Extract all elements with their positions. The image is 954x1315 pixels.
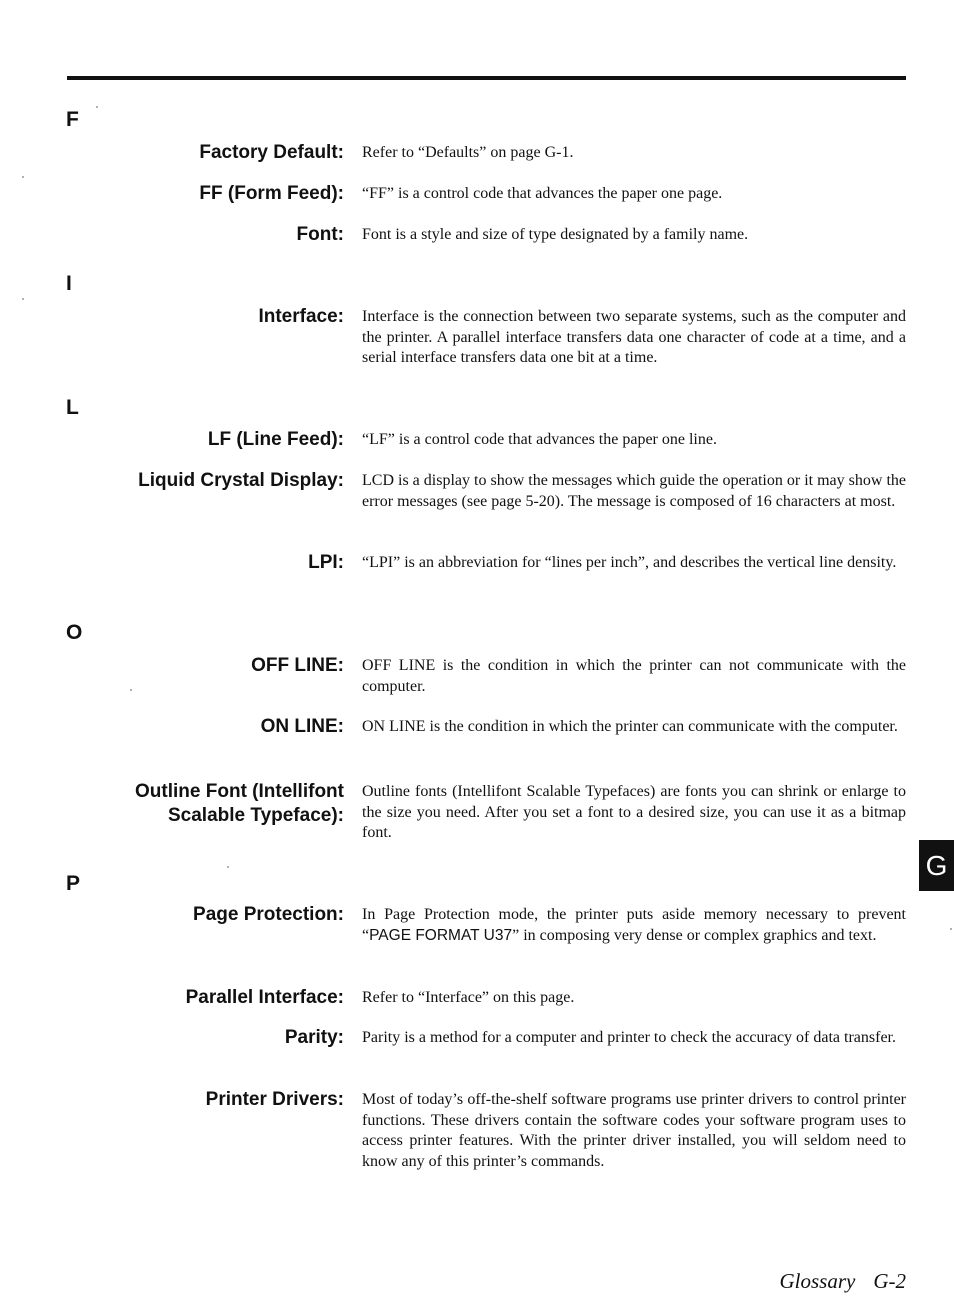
section-letter-o: O <box>66 621 83 644</box>
section-tab-g: G <box>919 840 954 891</box>
term-parallel-interface: Parallel Interface: <box>185 987 344 1008</box>
definition-form-feed: “FF” is a control code that advances the paper one page. <box>362 185 723 202</box>
top-rule <box>67 76 906 80</box>
section-letter-l: L <box>66 396 79 419</box>
definition-page-protection-text-2: ” in composing very dense or complex graphics and text. <box>512 926 877 944</box>
term-font: Font: <box>296 224 344 245</box>
definition-parity: Parity is a method for a computer and printer to check the accuracy of data transfer. <box>362 1029 896 1046</box>
definition-font: Font is a style and size of type designated by a family name. <box>362 226 749 243</box>
definition-line-feed: “LF” is a control code that advances the paper one line. <box>362 431 717 448</box>
term-form-feed: FF (Form Feed): <box>199 183 344 204</box>
definition-on-line: ON LINE is the condition in which the printer can communicate with the computer. <box>362 718 898 735</box>
definition-lpi: “LPI” is an abbreviation for “lines per inch”, and describes the vertical line density. <box>362 554 897 571</box>
term-interface: Interface: <box>258 306 344 327</box>
term-page-protection: Page Protection: <box>193 904 344 925</box>
term-factory-default: Factory Default: <box>199 142 344 163</box>
page-footer <box>760 1268 906 1294</box>
term-on-line: ON LINE: <box>260 716 344 737</box>
term-lpi: LPI: <box>308 552 344 573</box>
definition-page-protection <box>362 905 906 946</box>
section-letter-i: I <box>66 272 72 295</box>
scan-speck <box>96 106 98 108</box>
term-off-line: OFF LINE: <box>251 655 344 676</box>
definition-outline-font: Outline fonts (Intellifont Scalable Typefaces) are fonts you can shrink or enlarge to the size you need. After you set a font to a desired size, you can use it as a bitmap font. <box>362 783 906 841</box>
scan-speck <box>130 689 132 691</box>
definition-liquid-crystal-display: LCD is a display to show the messages which guide the operation or it may show the error messages (see page 5-20). The message is composed of 16 characters at most. <box>362 472 906 510</box>
definition-page-protection-text-1: In Page Protection mode, the printer puts aside memory necessary to prevent “ <box>362 906 906 944</box>
section-letter-p: P <box>66 872 81 895</box>
definition-printer-drivers: Most of today’s off-the-shelf software programs use printer drivers to control printer functions. These drivers contain the software codes your software program uses to access printer features. With the printer driver installed, you will seldom need to know any of this printer’s commands. <box>362 1091 906 1170</box>
scan-speck <box>22 176 24 178</box>
scan-speck <box>227 866 229 868</box>
definition-interface: Interface is the connection between two separate systems, such as the computer and the printer. A parallel interface transfers data one character of code at a time, and a serial interface transfers data one bit at a time. <box>362 308 906 366</box>
term-outline-font: Outline Font (Intellifont Scalable Typeface): <box>135 781 344 826</box>
scan-speck <box>950 928 952 930</box>
footer-page-number: G-2 <box>873 1269 906 1293</box>
term-liquid-crystal-display: Liquid Crystal Display: <box>138 470 344 491</box>
error-message-code: PAGE FORMAT U37 <box>369 926 513 944</box>
definition-parallel-interface: Refer to “Interface” on this page. <box>362 989 575 1006</box>
definition-factory-default: Refer to “Defaults” on page G-1. <box>362 144 574 161</box>
footer-section-title: Glossary <box>779 1269 856 1293</box>
section-letter-f: F <box>66 108 79 131</box>
term-line-feed: LF (Line Feed): <box>207 429 344 450</box>
term-parity: Parity: <box>284 1027 344 1048</box>
term-printer-drivers: Printer Drivers: <box>205 1089 344 1110</box>
definition-off-line: OFF LINE is the condition in which the printer can not communicate with the computer. <box>362 657 906 695</box>
scan-speck <box>22 298 24 300</box>
